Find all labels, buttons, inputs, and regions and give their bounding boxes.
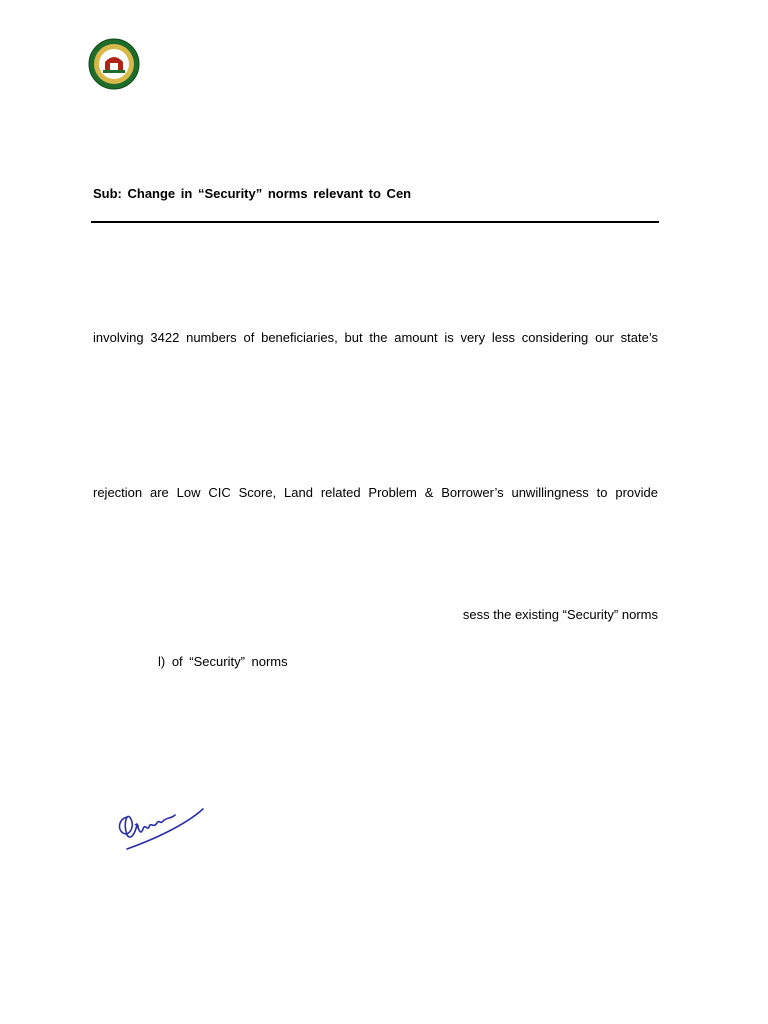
seal-logo-icon	[88, 38, 140, 90]
subject-line: Sub: Change in “Security” norms relevant to Cen	[93, 186, 412, 201]
body-line-beneficiaries: involving 3422 numbers of beneficiaries, but the amount is very less considering our state’s	[93, 330, 658, 345]
subject-divider	[91, 221, 659, 223]
body-line-security-norms-list-item: l) of “Security” norms	[158, 654, 288, 669]
body-line-rejection-reasons: rejection are Low CIC Score, Land related Problem & Borrower’s unwillingness to provide	[93, 485, 658, 500]
body-line-security-norms: sess the existing “Security” norms	[462, 607, 658, 622]
signature-icon	[105, 795, 225, 857]
